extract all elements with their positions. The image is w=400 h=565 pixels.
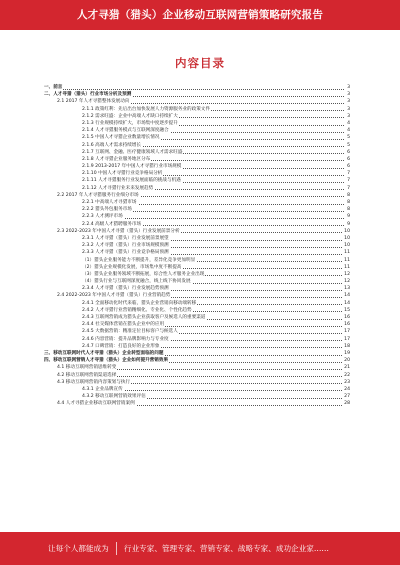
toc-entry[interactable] (0, 314, 400, 321)
toc-page-number: 18 (344, 343, 350, 349)
toc-entry[interactable] (0, 264, 400, 271)
toc-entry-title: 2.1.12 人才寻猎行业未来发展趋势 (82, 185, 154, 191)
toc-page-number: 7 (347, 171, 350, 177)
toc-page-number: 10 (344, 243, 350, 249)
toc-entry-title: 2.2.3 人才测评市场 (82, 214, 123, 220)
toc-entry-title: 4.3.2 移动互联网营销效果评估 (82, 394, 146, 400)
toc-entry[interactable] (0, 91, 400, 98)
toc-entry-title: 2.1.10 中国人才寻猎行业竞争格局分析 (82, 171, 163, 177)
toc-entry-title: 一、前言 (44, 85, 63, 90)
toc-page-number: 3 (347, 85, 350, 90)
toc-entry[interactable] (0, 199, 400, 206)
toc-entry-title: （4）猎头行业与互联网深度融合，线上线下协同发展 (82, 279, 191, 285)
toc-entry[interactable] (0, 292, 400, 299)
toc-page-number: 5 (347, 142, 350, 148)
toc-entry[interactable] (0, 228, 400, 235)
toc-entry[interactable] (0, 242, 400, 249)
toc-entry-title: 2.2 2017 年人才寻猎服务行业细分市场 (57, 192, 139, 198)
toc-entry-title: 2.1.3 行业规模持续扩大，市场集中度逐步提升 (82, 120, 178, 126)
toc-entry[interactable] (0, 142, 400, 149)
footer-bar (0, 532, 400, 565)
toc-entry[interactable] (0, 328, 400, 335)
toc-entry[interactable] (0, 163, 400, 170)
toc-entry-title: 2.1.5 中国人才寻猎企业数量增长情况 (82, 135, 160, 141)
toc-page-number: 24 (344, 386, 350, 392)
toc-entry[interactable] (0, 372, 400, 379)
toc-entry-title: 2.2.4 高级人才猎聘服务市场 (82, 221, 142, 227)
toc-entry[interactable] (0, 364, 400, 371)
toc-page-number: 22 (344, 372, 350, 378)
toc-entry[interactable] (0, 156, 400, 163)
footer-slogan-left: 让每个人都能成为 (48, 544, 109, 553)
toc-page-number: 11 (344, 257, 350, 263)
toc-entry[interactable] (0, 249, 400, 256)
toc-entry[interactable] (0, 300, 400, 307)
toc-entry-title: 2.1.7 互联网、金融、医疗健康领域人才需求旺盛 (82, 149, 183, 155)
report-title: 人才寻猎（猎头）企业移动互联网营销策略研究报告 (76, 9, 324, 21)
toc-entry[interactable] (0, 343, 400, 350)
toc-entry-title: 2.4.1 全面移动化时代来临，猎头企业营销向移动端转移 (82, 300, 197, 306)
toc-entry[interactable] (0, 120, 400, 127)
toc-page-number: 12 (344, 279, 350, 285)
toc-entry-title: 4.2 移动互联网营销渠道选择 (57, 372, 117, 378)
toc-entry-title: 2.1.1 政策红利：先后出台加快发展人力资源服务业的政策文件 (82, 106, 210, 112)
toc-entry-title: 2.1.6 高端人才需求持续增长 (82, 142, 142, 148)
toc-entry[interactable] (0, 350, 400, 357)
toc-page-number: 9 (347, 214, 350, 220)
header-bar (0, 0, 400, 30)
toc-page-number: 19 (344, 350, 350, 356)
toc-entry-title: （2）猎头企业规模化发展，市场集中度不断提高 (82, 264, 182, 270)
toc-entry[interactable] (0, 221, 400, 228)
toc-page-number: 3 (347, 113, 350, 119)
toc-page-number: 6 (347, 156, 350, 162)
toc-entry-title: 2.3.2 人才寻猎（猎头）行业市场规模预测 (82, 243, 169, 249)
toc-page-number: 3 (347, 106, 350, 112)
toc-entry-title: 4.4 人才寻猎企业移动互联网营销案例 (57, 401, 135, 407)
toc-entry-title: 2.4.6 内容营销：提升品牌影响力与专业度 (82, 336, 169, 342)
toc-entry[interactable] (0, 127, 400, 134)
toc-leader-dots (44, 89, 344, 90)
toc-page-number: 5 (347, 135, 350, 141)
toc-entry-title: 四、移动互联网营销人才寻猎（猎头）企业如何提升营销效果 (44, 358, 169, 364)
toc-page-number: 14 (344, 300, 350, 306)
toc-entry-title: 2.1.4 人才寻猎服务模式与互联网深度融合 (82, 128, 169, 134)
footer-slogan-right: 行业专家、管理专家、营销专家、战略专家、成功企业家…… (124, 544, 330, 553)
toc-entry-title: 4.3.1 企业品牌宣传 (82, 386, 123, 392)
toc-entry[interactable] (0, 149, 400, 156)
toc-page-number: 17 (344, 329, 350, 335)
toc-entry-title: 4.3 移动互联网营销内容策划与执行 (57, 379, 131, 385)
toc-entry-title: 2.4.5 大数据营销：精准定位目标客户与候选人 (82, 329, 178, 335)
toc-entry-title: （1）猎头企业服务能力不断提升，差异化竞争更加明显 (82, 257, 196, 263)
toc-page-number: 10 (344, 235, 350, 241)
toc-page-number: 6 (347, 164, 350, 170)
toc-page-number: 11 (344, 264, 350, 270)
toc-entry[interactable] (0, 206, 400, 213)
toc-page-number: 28 (344, 401, 350, 407)
toc-entry[interactable] (0, 307, 400, 314)
toc-page-number: 16 (344, 322, 350, 328)
toc-page-number: 15 (344, 307, 350, 313)
toc-entry[interactable] (0, 213, 400, 220)
toc-page-number: 17 (344, 336, 350, 342)
toc-entry[interactable] (0, 106, 400, 113)
toc-entry[interactable] (0, 170, 400, 177)
toc-page-number: 3 (347, 92, 350, 98)
toc-entry[interactable] (0, 84, 400, 91)
toc-entry-title: 三、移动互联网时代人才寻猎（猎头）企业转型面临的问题 (44, 350, 164, 356)
toc-page-number: 11 (344, 250, 350, 256)
toc-page-number: 7 (347, 178, 350, 184)
toc-entry[interactable] (0, 271, 400, 278)
toc-entry[interactable] (0, 285, 400, 292)
toc-entry[interactable] (0, 192, 400, 199)
toc-entry-title: 2.1.9 2013-2017 年中国人才寻猎行业市场规模 (82, 164, 182, 170)
toc-entry[interactable] (0, 177, 400, 184)
toc-entry-title: 2.1.2 需求旺盛：企业中高端人才缺口持续扩大 (82, 113, 178, 119)
toc-entry[interactable] (0, 185, 400, 192)
toc-entry[interactable] (0, 321, 400, 328)
toc-page-number: 14 (344, 293, 350, 299)
toc-entry-title: 2.4.4 社交媒体营销在猎头企业中的应用 (82, 322, 165, 328)
toc-entry-title: 二、人才寻猎（猎头）行业市场分析及预测 (44, 92, 132, 98)
toc-entry[interactable] (0, 257, 400, 264)
toc-entry[interactable] (0, 336, 400, 343)
toc-page-number: 9 (347, 221, 350, 227)
toc-entry-title: 2.3 2022-2023 年中国人才寻猎（猎头）行业发展前景分析 (57, 228, 180, 234)
toc-entry[interactable] (0, 278, 400, 285)
toc-page-number: 8 (347, 192, 350, 198)
toc-entry[interactable] (0, 98, 400, 105)
toc-entry[interactable] (0, 393, 400, 400)
toc-entry-title: 2.4.2 人才寻猎行业营销精细化、专业化、个性化趋势 (82, 307, 192, 313)
toc-page-number: 23 (344, 379, 350, 385)
toc-page-number: 4 (347, 120, 350, 126)
toc-entry-title: 2.1 2017 年人才寻猎整体发展动向 (57, 99, 130, 105)
toc-page-number: 10 (344, 228, 350, 234)
toc-page-number: 7 (347, 185, 350, 191)
toc-entry-title: 2.1.11 人才寻猎服务行业发展面临的挑战与机遇 (82, 178, 181, 184)
toc-entry-title: 2.1.8 人才寻猎企业服务地区分布 (82, 156, 151, 162)
toc-entry[interactable] (0, 357, 400, 364)
toc-entry-title: 2.3.1 人才寻猎（猎头）行业发展前景展望 (82, 235, 169, 241)
toc-page-number: 8 (347, 200, 350, 205)
toc-entry-title: 2.4.7 口碑营销：打造良好的企业形象 (82, 343, 160, 349)
toc-entry-title: 2.4.3 互联网营销成为猎头企业获取客户及候选人的重要渠道 (82, 315, 206, 320)
table-of-contents (0, 84, 400, 407)
toc-entry-title: 2.2.2 猎头外包服务市场 (82, 207, 132, 213)
toc-entry[interactable] (0, 400, 400, 407)
toc-page-number: 8 (347, 207, 350, 213)
toc-entry-title: （3）猎头企业服务领域不断拓展，综合性人才服务企业出现 (82, 271, 205, 277)
toc-page-number: 20 (344, 358, 350, 364)
toc-heading: 内容目录 (175, 56, 225, 70)
toc-page-number: 27 (344, 394, 350, 400)
toc-entry-title: 4.1 移动互联网营销思维转变 (57, 365, 117, 371)
footer-divider (116, 542, 117, 555)
toc-page-number: 12 (344, 271, 350, 277)
toc-page-number: 4 (347, 128, 350, 134)
toc-entry-title: 2.2.1 中高端人才寻猎市场 (82, 200, 137, 205)
toc-page-number: 16 (344, 315, 350, 320)
toc-entry[interactable] (0, 134, 400, 141)
toc-entry[interactable] (0, 379, 400, 386)
toc-entry[interactable] (0, 113, 400, 120)
toc-entry-title: 2.3.3 人才寻猎（猎头）行业竞争格局预测 (82, 250, 169, 256)
toc-entry-title: 2.3.4 人才寻猎（猎头）行业发展趋势预测 (82, 286, 169, 292)
toc-page-number: 21 (344, 365, 350, 371)
toc-page-number: 3 (347, 99, 350, 105)
toc-page-number: 6 (347, 149, 350, 155)
toc-entry-title: 2.4 2022-2023 年中国人才寻猎（猎头）行业营销趋势 (57, 293, 171, 299)
toc-page-number: 13 (344, 286, 350, 292)
toc-entry[interactable] (0, 235, 400, 242)
toc-entry[interactable] (0, 386, 400, 393)
